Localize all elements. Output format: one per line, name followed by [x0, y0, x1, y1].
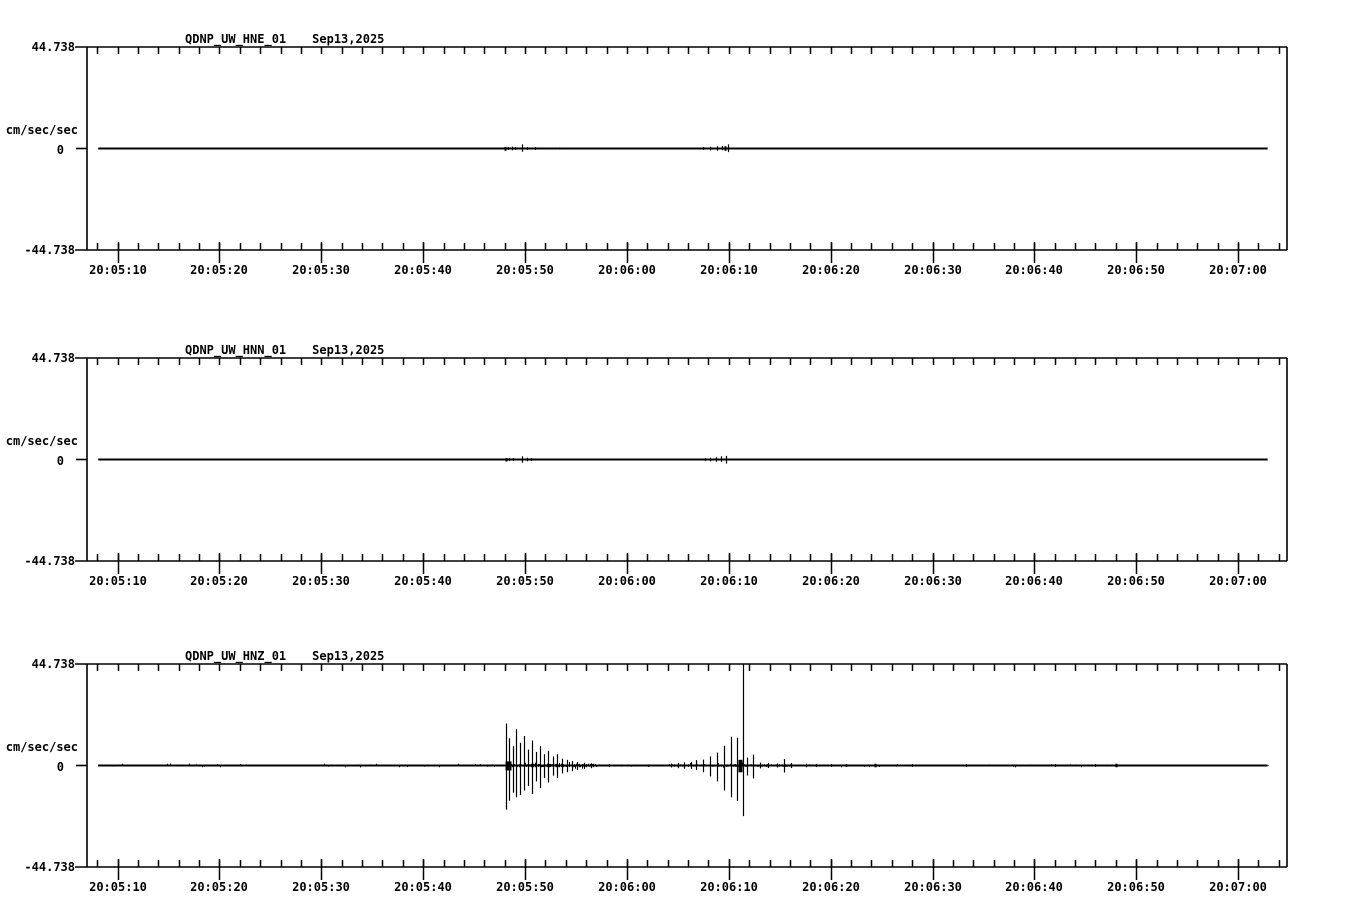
- x-tick-label: 20:07:00: [1209, 263, 1267, 277]
- record-date: Sep13,2025: [312, 32, 385, 46]
- x-tick-label: 20:07:00: [1209, 880, 1267, 894]
- y-min-label: -44.738: [24, 243, 75, 257]
- major-ticks: [119, 553, 1239, 574]
- x-tick-label: 20:05:10: [89, 880, 147, 894]
- x-tick-label: 20:06:00: [598, 263, 656, 277]
- y-units-label: cm/sec/sec: [5, 122, 78, 137]
- x-tick-label: 20:06:40: [1005, 880, 1063, 894]
- x-tick-label: 20:05:20: [190, 574, 248, 588]
- x-tick-label: 20:06:10: [700, 880, 758, 894]
- y-units-label: cm/sec/sec: [5, 739, 78, 754]
- station-code: QDNP_UW_HNN_01: [185, 343, 287, 357]
- record-date: Sep13,2025: [312, 649, 385, 663]
- x-tick-label: 20:05:40: [394, 880, 452, 894]
- x-tick-label: 20:06:30: [904, 574, 962, 588]
- x-tick-label: 20:06:50: [1107, 263, 1165, 277]
- major-ticks: [119, 859, 1239, 880]
- y-max-label: 44.738: [31, 657, 75, 671]
- x-tick-label: 20:06:00: [598, 574, 656, 588]
- station-code: QDNP_UW_HNZ_01: [185, 649, 287, 663]
- x-tick-label: 20:05:30: [292, 880, 350, 894]
- x-tick-label: 20:05:50: [496, 880, 554, 894]
- x-tick-label: 20:05:10: [89, 574, 147, 588]
- x-tick-label: 20:06:20: [802, 880, 860, 894]
- x-tick-label: 20:06:30: [904, 880, 962, 894]
- x-tick-label: 20:06:30: [904, 263, 962, 277]
- x-tick-label: 20:06:50: [1107, 574, 1165, 588]
- x-tick-label: 20:05:50: [496, 574, 554, 588]
- noise-band: [99, 762, 1269, 769]
- x-tick-label: 20:07:00: [1209, 574, 1267, 588]
- waveform-plot: [0, 617, 1358, 924]
- x-tick-label: 20:06:00: [598, 880, 656, 894]
- seismogram-panel-qdnp_uw_hne_01: [0, 0, 1358, 311]
- y-zero-label: 0: [56, 453, 64, 468]
- y-min-label: -44.738: [24, 860, 75, 874]
- x-tick-label: 20:05:20: [190, 263, 248, 277]
- x-tick-label: 20:06:10: [700, 574, 758, 588]
- panel-title: [185, 32, 384, 46]
- panel-title: [185, 649, 384, 663]
- seismogram-panel-qdnp_uw_hnn_01: [0, 311, 1358, 617]
- x-tick-label: 20:06:40: [1005, 574, 1063, 588]
- x-tick-label: 20:06:50: [1107, 880, 1165, 894]
- x-tick-label: 20:06:10: [700, 263, 758, 277]
- x-tick-label: 20:05:50: [496, 263, 554, 277]
- x-tick-label: 20:05:20: [190, 880, 248, 894]
- y-units-label: cm/sec/sec: [5, 433, 78, 448]
- major-ticks: [119, 242, 1239, 263]
- x-tick-label: 20:05:30: [292, 263, 350, 277]
- x-tick-label: 20:06:20: [802, 574, 860, 588]
- y-zero-label: 0: [56, 759, 64, 774]
- record-date: Sep13,2025: [312, 343, 385, 357]
- y-max-label: 44.738: [31, 40, 75, 54]
- x-tick-label: 20:06:40: [1005, 263, 1063, 277]
- station-code: QDNP_UW_HNE_01: [185, 32, 287, 46]
- x-tick-label: 20:05:10: [89, 263, 147, 277]
- y-min-label: -44.738: [24, 554, 75, 568]
- x-tick-label: 20:06:20: [802, 263, 860, 277]
- x-tick-label: 20:05:40: [394, 263, 452, 277]
- panel-title: [185, 343, 384, 357]
- y-max-label: 44.738: [31, 351, 75, 365]
- seismogram-panel-qdnp_uw_hnz_01: [0, 617, 1358, 924]
- x-tick-label: 20:05:30: [292, 574, 350, 588]
- y-zero-label: 0: [56, 142, 64, 157]
- x-tick-label: 20:05:40: [394, 574, 452, 588]
